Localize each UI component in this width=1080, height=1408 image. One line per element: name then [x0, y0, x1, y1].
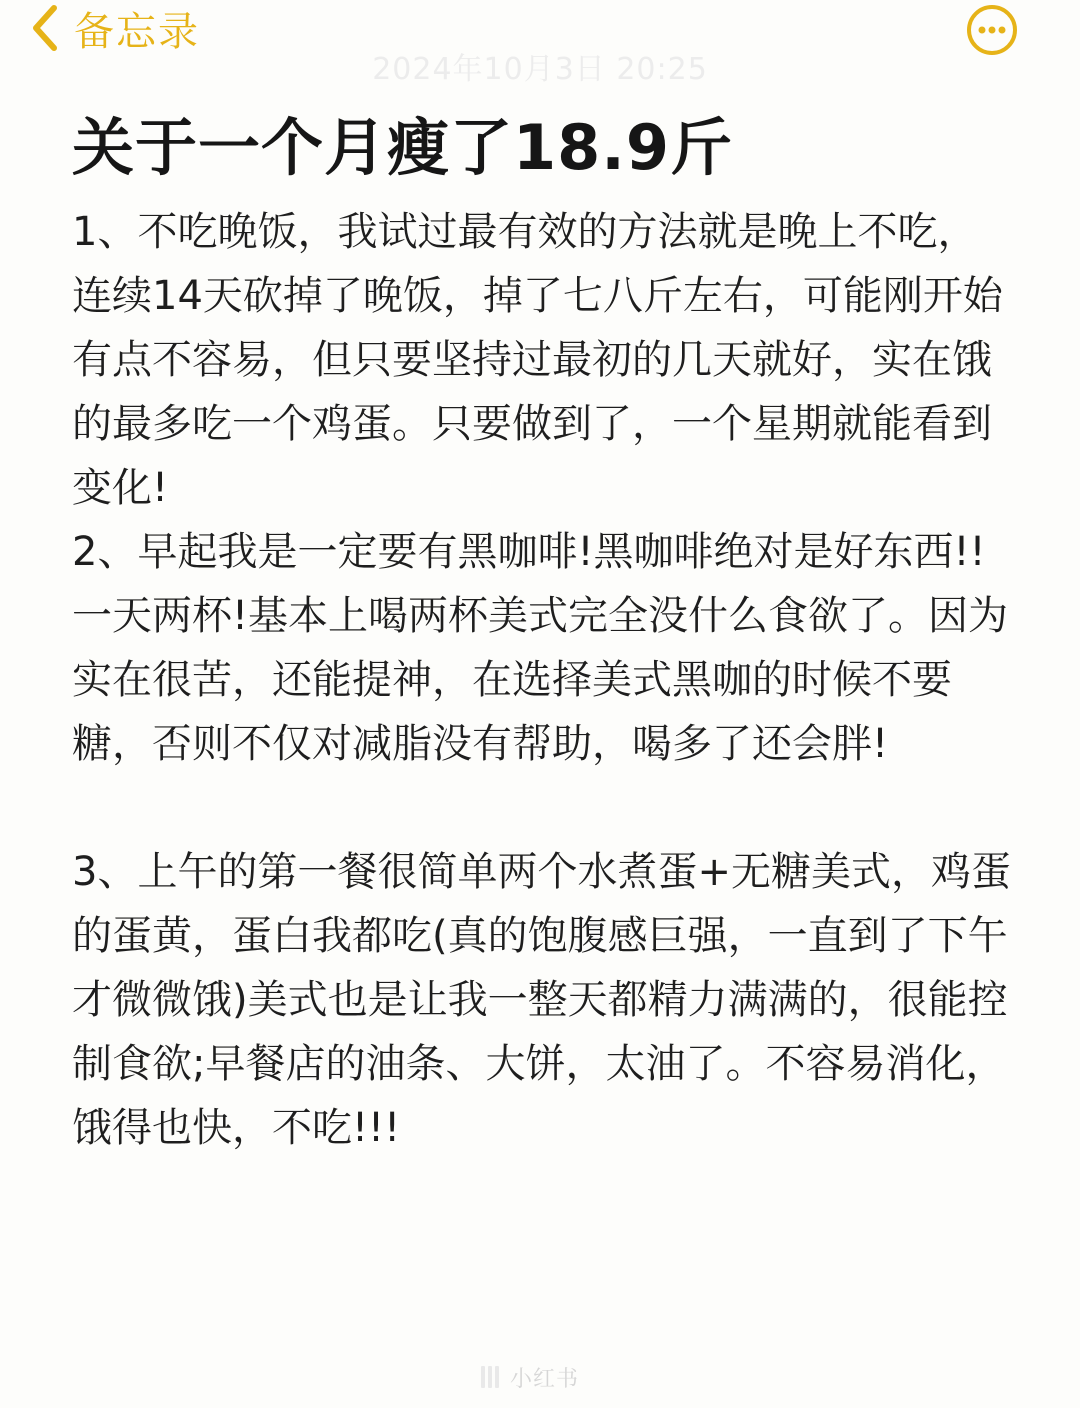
watermark-mark	[481, 1366, 485, 1388]
watermark-mark	[495, 1366, 499, 1388]
watermark-text: 小红书	[509, 1366, 579, 1392]
watermark-mark	[488, 1366, 492, 1388]
note-content[interactable]	[72, 108, 1012, 1160]
note-timestamp: 2024年10月3日 20:25	[372, 52, 708, 87]
blank-line	[72, 776, 1012, 840]
note-paragraph-3: 3、上午的第一餐很简单两个水煮蛋+无糖美式，鸡蛋的蛋黄，蛋白我都吃(真的饱腹感巨强，一直到了下午才微微饿)美式也是让我一整天都精力满满的，很能控制食欲;早餐店的油条、大饼，太油了。不容易消化，饿得也快，不吃!!!	[72, 849, 1011, 1151]
back-label: 备忘录	[74, 8, 200, 55]
note-paragraph-1: 1、不吃晚饭，我试过最有效的方法就是晚上不吃，连续14天砍掉了晚饭，掉了七八斤左右，可能刚开始有点不容易，但只要坚持过最初的几天就好，实在饿的最多吃一个鸡蛋。只要做到了，一个星期就能看到变化!	[72, 209, 1003, 511]
watermark	[410, 1362, 650, 1392]
note-title: 关于一个月瘦了18.9斤	[72, 111, 733, 184]
note-paragraph-2: 2、早起我是一定要有黑咖啡!黑咖啡绝对是好东西!!一天两杯!基本上喝两杯美式完全没什么食欲了。因为实在很苦，还能提神，在选择美式黑咖的时候不要糖，否则不仅对减脂没有帮助，喝多了还会胖!	[72, 529, 1009, 767]
